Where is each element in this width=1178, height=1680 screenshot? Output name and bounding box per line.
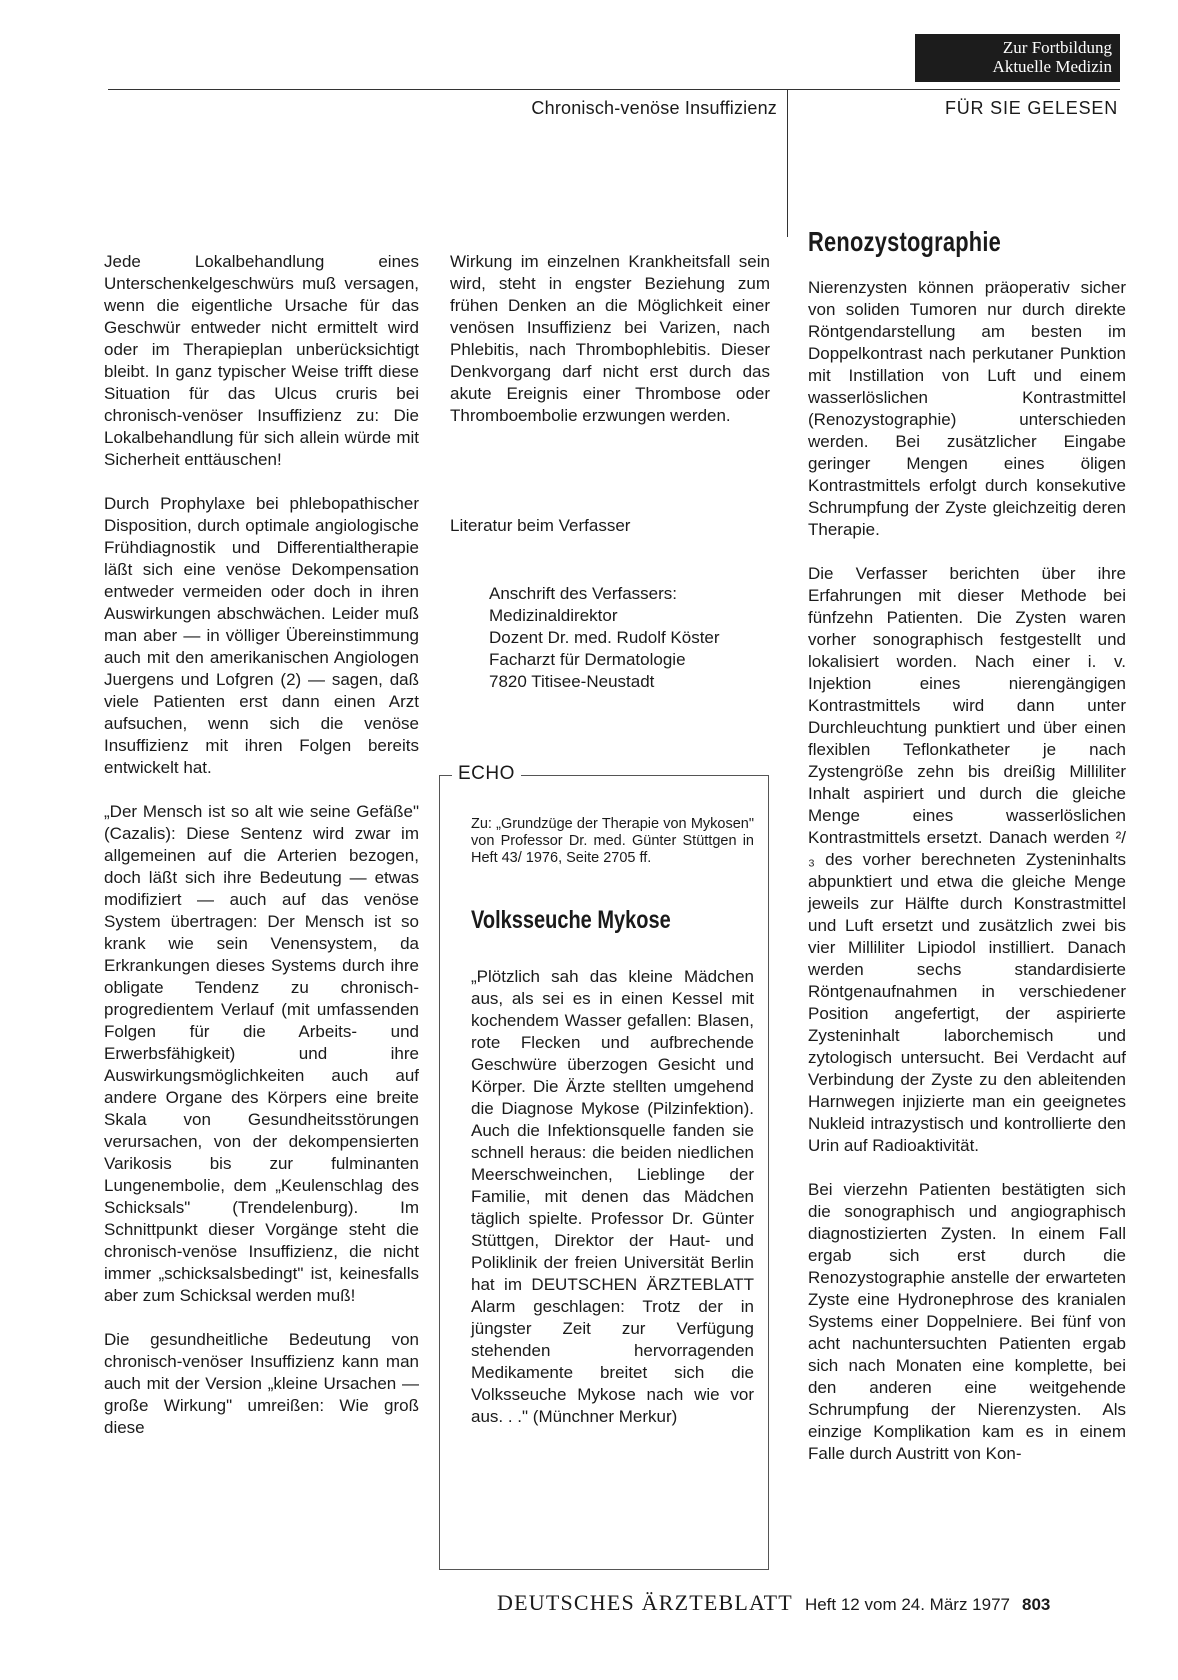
section-title: FÜR SIE GELESEN [944, 98, 1118, 118]
section-badge-line2: Aktuelle Medizin [992, 57, 1112, 76]
header-rule [108, 89, 1120, 90]
paragraph: „Der Mensch ist so alt wie seine Gefäße" (Cazalis): Diese Sentenz wird zwar im allgemeinen auf die Arterien bezogen, doch läßt sich ihre Bedeutung — etwas modifiziert — auch auf das venöse System übertragen: Der Mensch ist so krank wie sein Venensystem, da Erkrankungen dieses Systems durch ihre obligate Tendenz zu chronisch-progredientem Verlauf (mit umfassenden Folgen für die Arbeits- und Erwerbsfähigkeit) und ihre Auswirkungsmöglichkeiten auch auf andere Organe des Körpers eine breite Skala von Gesundheitsstörungen verursachen, von der dekompensierten Varikosis bis zur fulminanten Lungenembolie, dem „Keulenschlag des Schicksals" (Trendelenburg). Im Schnittpunkt dieser Vorgänge steht die chronisch-venöse Insuffizienz, die nicht immer „schicksalsbedingt" ist, keinesfalls aber zum Schicksal werden muß! [104, 802, 419, 1305]
paragraph: Die Verfasser berichten über ihre Erfahrungen mit dieser Methode bei fünfzehn Patienten. Die Zysten waren vorher sonographisch festgestellt und lokalisiert worden. Nach einer i. v. Injektion eines nierengängigen Kontrastmittels wird dann unter Durchleuchtung punktiert und über einen flexiblen Teflonkatheter je nach Zystengröße zehn bis dreißig Milliliter Inhalt aspiriert und durch die gleiche Menge eines wasserlöslichen Kontrastmittels ersetzt. Danach werden ²/₃ des vorher berechneten Zysteninhalts abpunktiert und etwa die gleiche Menge jeweils zur Hälfte durch Konstrastmittel und Luft ersetzt und zusätzlich zwei bis vier Milliliter Lipiodol instilliert. Danach werden sechs standardisierte Röntgenaufnahmen in verschiedener Position angefertigt, der aspirierte Zysteninhalt laborchemisch und zytologisch untersucht. Bei Verdacht auf Verbindung der Zyste zu den ableitenden Harnwegen injizierte man ein geeignetes Nukleid intrazystisch und kontrollierte den Urin auf Radioaktivität. [808, 564, 1126, 1155]
article-column-2 [450, 251, 770, 449]
echo-label: ECHO [452, 763, 521, 785]
issue-info: Heft 12 vom 24. März 1977 [804, 1595, 1010, 1614]
address-heading: Anschrift des Verfassers: [489, 584, 678, 603]
literature-note: Literatur beim Verfasser [450, 516, 631, 535]
echo-title: Volksseuche Mykose [471, 906, 671, 934]
paragraph: Jede Lokalbehandlung eines Unterschenkelgeschwürs muß versagen, wenn die eigentliche Ursache für das Geschwür entweder nicht ermittelt wird oder im Therapieplan unberücksichtigt bleibt. In ganz typischer Weise trifft diese Situation für das Ulcus cruris bei chronisch-venöser Insuffizienz zu: Die Lokalbehandlung für sich allein würde mit Sicherheit enttäuschen! [104, 252, 419, 469]
paragraph: Bei vierzehn Patienten bestätigten sich die sonographisch und angiographisch diagnostizierten Zysten. In einem Fall ergab sich erst durch die Renozystographie anstelle der erwarteten Zyste eine Hydronephrose des kranialen Systems einer Doppelniere. Bei fünf von acht nachuntersuchten Patienten ergab sich nach Monaten eine komplette, bei den anderen eine weitgehende Schrumpfung der Nierenzysten. Als einzige Komplikation kam es in einem Falle durch Austritt von Kon- [808, 1180, 1126, 1463]
running-title: Chronisch-venöse Insuffizienz [531, 98, 777, 118]
header-divider [787, 89, 788, 237]
address-line: Facharzt für Dermatologie [489, 650, 686, 669]
paragraph: Die gesundheitliche Bedeutung von chronisch-venöser Insuffizienz kann man auch mit der Version „kleine Ursachen — große Wirkung" umreißen: Wie groß diese [104, 1330, 419, 1437]
paragraph: Nierenzysten können präoperativ sicher von soliden Tumoren nur durch direkte Röntgendarstellung am besten im Doppelkontrast nach perkutaner Punktion mit Instillation von Luft und einem wasserlöslichen Kontrastmittel (Renozystographie) unterschieden werden. Bei zusätzlicher Eingabe geringer Mengen eines öligen Kontrastmittels erfolgt durch konsekutive Schrumpfung der Zyste gleichzeitig deren Therapie. [808, 278, 1126, 539]
section-badge [915, 34, 1120, 82]
page-footer [497, 1590, 1050, 1616]
author-address [489, 583, 720, 693]
article-column-1 [104, 251, 419, 1461]
journal-name: DEUTSCHES ÄRZTEBLATT [497, 1590, 793, 1615]
paragraph: Durch Prophylaxe bei phlebopathischer Disposition, durch optimale angiologische Frühdiagnostik und Differentialtherapie läßt sich eine venöse Dekompensation entweder vermeiden oder doch in ihren Auswirkungen abschwächen. Leider muß man aber — in völliger Übereinstimmung auch mit den amerikanischen Angiologen Juergens und Lofgren (2) — sagen, daß viele Patienten erst dann einen Arzt aufsuchen, wenn sich die venöse Insuffizienz mit ihren Folgen bereits entwickelt hat. [104, 494, 419, 777]
echo-body: „Plötzlich sah das kleine Mädchen aus, als sei es in einen Kessel mit kochendem Wasser gefallen: Blasen, rote Flecken und aufbrechende Geschwüre überzogen Gesicht und Körper. Die Ärzte stellten umgehend die Diagnose Mykose (Pilzinfektion). Auch die Infektionsquelle fanden sie schnell heraus: die beiden niedlichen Meerschweinchen, Lieblinge der Familie, mit denen das Mädchen täglich spielte. Professor Dr. Günter Stüttgen, Direktor der Haut- und Poliklinik der freien Universität Berlin hat im DEUTSCHEN ÄRZTEBLATT Alarm geschlagen: Trotz der in jüngster Zeit zur Verfügung stehenden hervorragenden Medikamente breitet sich die Volksseuche Mykose nach wie vor aus. . ." (Münchner Merkur) [471, 967, 754, 1426]
paragraph: Wirkung im einzelnen Krankheitsfall sein wird, steht in engster Beziehung zum frühen Denken an die Möglichkeit einer venösen Insuffizienz bei Varizen, nach Phlebitis, nach Thrombophlebitis. Dieser Denkvorgang darf nicht erst durch das akute Ereignis einer Thrombose oder Thromboembolie erzwungen werden. [450, 252, 770, 425]
article-column-3 [808, 277, 1126, 1487]
address-line: Medizinaldirektor [489, 606, 618, 625]
echo-reference: Zu: „Grundzüge der Therapie von Mykosen" von Professor Dr. med. Günter Stüttgen in Heft 43/ 1976, Seite 2705 ff. [471, 816, 754, 866]
address-line: Dozent Dr. med. Rudolf Köster [489, 628, 720, 647]
article-title: Renozystographie [808, 226, 1002, 257]
page-number: 803 [1022, 1595, 1051, 1614]
address-line: 7820 Titisee-Neustadt [489, 672, 655, 691]
section-badge-line1: Zur Fortbildung [1002, 38, 1112, 57]
